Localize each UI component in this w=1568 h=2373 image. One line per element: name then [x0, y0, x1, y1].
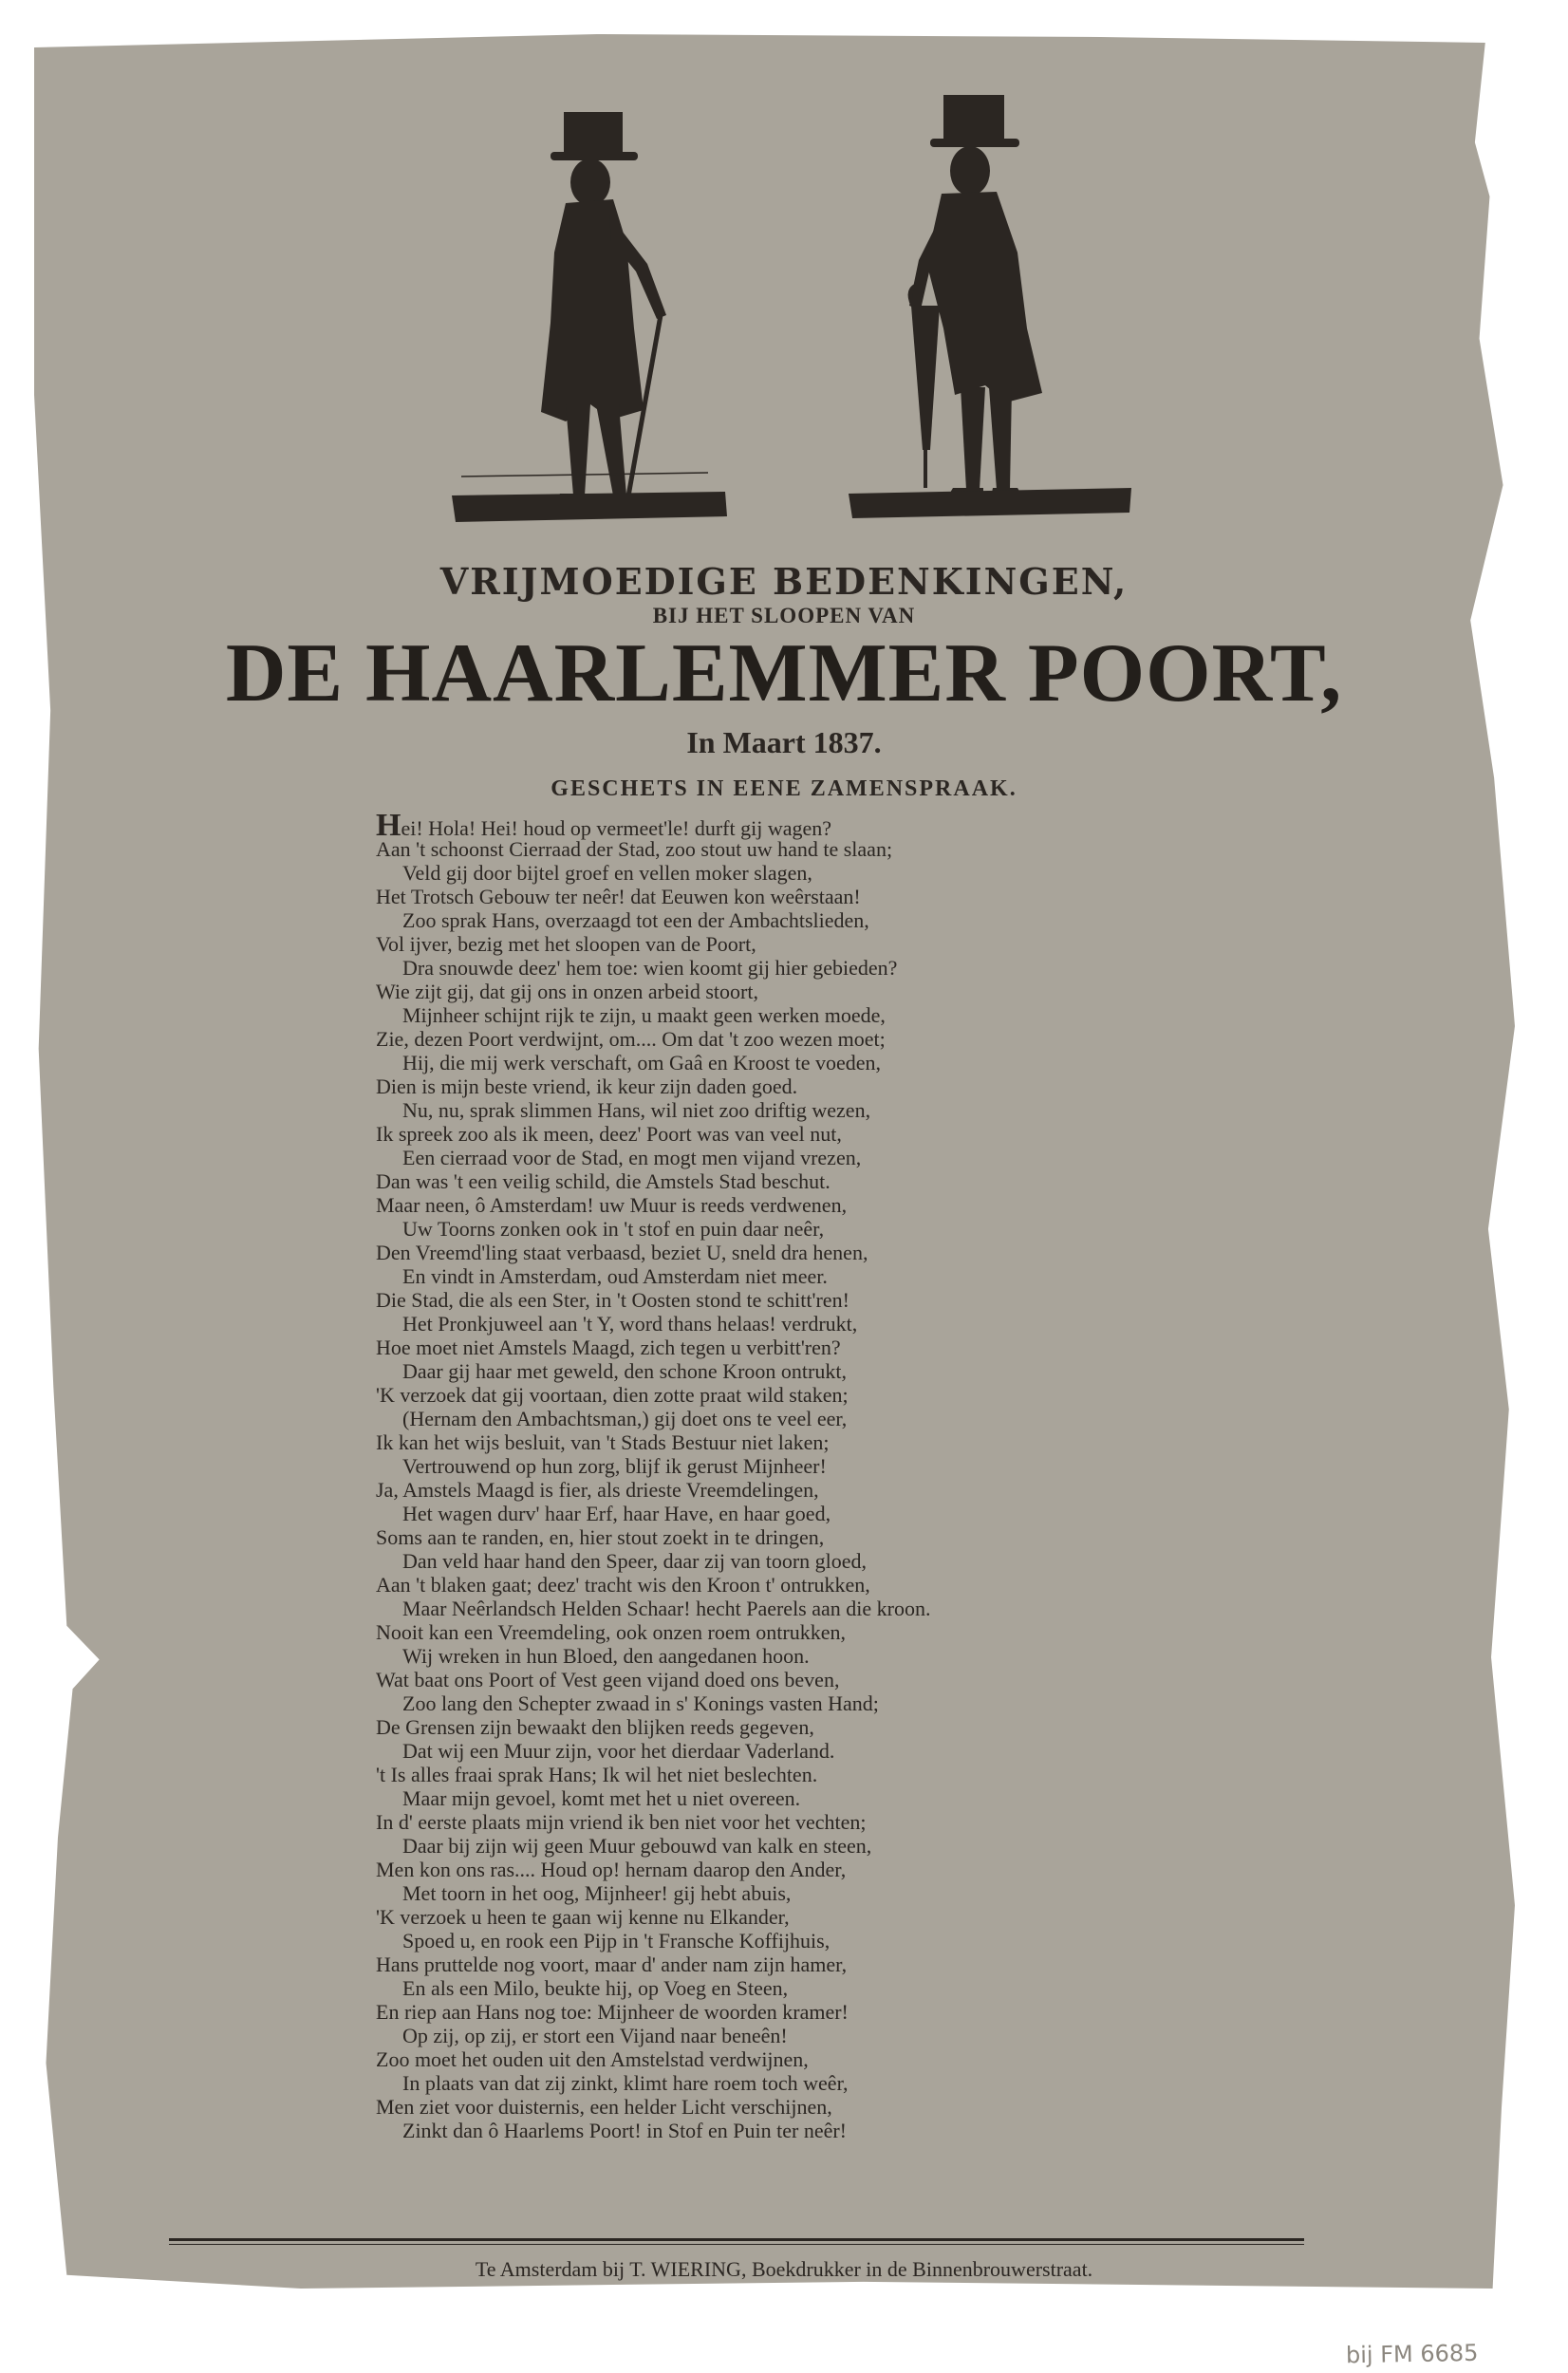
verse-line — [376, 808, 1211, 843]
verse-line-text: Zoo moet het ouden uit den Amstelstad verdwijnen, — [376, 2047, 809, 2071]
verse-line-text: Vol ijver, bezig met het sloopen van de Poort, — [376, 932, 756, 956]
verse-line — [376, 2071, 1211, 2095]
verse-line-text: Ik spreek zoo als ik meen, deez' Poort was van veel nut, — [376, 1122, 842, 1146]
verse-line-text: Met toorn in het oog, Mijnheer! gij hebt abuis, — [402, 1881, 792, 1905]
verse-line — [376, 1763, 1211, 1786]
verse-line-text: Maar neen, ô Amsterdam! uw Muur is reeds verdwenen, — [376, 1193, 848, 1217]
verse-line — [376, 1193, 1211, 1217]
page-title: DE HAARLEMMER POORT, — [225, 627, 1343, 719]
verse-line — [376, 1834, 1211, 1858]
verse-line — [376, 1288, 1211, 1312]
verse-line-text: ei! Hola! Hei! houd op vermeet'le! durft gij wagen? — [401, 816, 832, 840]
verse-line-text: (Hernam den Ambachtsman,) gij doet ons te veel eer, — [402, 1407, 848, 1430]
verse-line-text: Uw Toorns zonken ook in 't stof en puin daar neêr, — [402, 1217, 825, 1241]
verse-line — [376, 1502, 1211, 1525]
verse-line — [376, 1098, 1211, 1122]
verse-line — [376, 1976, 1211, 2000]
verse-line — [376, 885, 1211, 908]
verse-line — [376, 2119, 1211, 2142]
verse-line-text: Veld gij door bijtel groef en vellen moker slagen, — [402, 861, 812, 885]
verse-line-text: Het Pronkjuweel aan 't Y, word thans helaas! verdrukt, — [402, 1312, 858, 1336]
verse-line — [376, 837, 1211, 861]
archive-pencil-note: bij FM 6685 — [1345, 2339, 1479, 2369]
verse-line — [376, 1407, 1211, 1430]
verse-line — [376, 1383, 1211, 1407]
verse-line-text: 'K verzoek u heen te gaan wij kenne nu Elkander, — [376, 1905, 790, 1929]
verse-line-text: Daar gij haar met geweld, den schone Kroon ontrukt, — [402, 1359, 847, 1383]
heading-caption: GESCHETS IN EENE ZAMENSPRAAK. — [551, 776, 1017, 801]
rule-divider — [169, 2238, 1304, 2241]
verse-line — [376, 932, 1211, 956]
verse-line — [376, 1881, 1211, 1905]
woodcut-illustration — [423, 91, 1154, 547]
verse-line — [376, 2000, 1211, 2024]
verse-line — [376, 1905, 1211, 1929]
verse-line — [376, 1454, 1211, 1478]
verse-line-text: Hans pruttelde nog voort, maar d' ander nam zijn hamer, — [376, 1953, 848, 1976]
verse-line-text: Den Vreemd'ling staat verbaasd, beziet U, sneld dra henen, — [376, 1241, 868, 1264]
verse-line — [376, 956, 1211, 980]
verse-line-text: In d' eerste plaats mijn vriend ik ben niet voor het vechten; — [376, 1810, 867, 1834]
verse-line — [376, 980, 1211, 1003]
verse-line — [376, 1074, 1211, 1098]
verse-line — [376, 1241, 1211, 1264]
verse-line-text: Dien is mijn beste vriend, ik keur zijn daden goed. — [376, 1074, 798, 1098]
verse-line — [376, 1715, 1211, 1739]
verse-line-text: Dan was 't een veilig schild, die Amstels Stad beschut. — [376, 1169, 831, 1193]
verse-line-text: Ja, Amstels Maagd is fier, als drieste Vreemdelingen, — [376, 1478, 819, 1502]
verse-line-text: Dan veld haar hand den Speer, daar zij van toorn gloed, — [402, 1549, 868, 1573]
verse-line — [376, 1691, 1211, 1715]
verse-line-text: Een cierraad voor de Stad, en mogt men vijand vrezen, — [402, 1146, 862, 1169]
verse-line-text: Men kon ons ras.... Houd op! hernam daarop den Ander, — [376, 1858, 847, 1881]
verse-line-text: Zinkt dan ô Haarlems Poort! in Stof en Puin ter neêr! — [402, 2119, 848, 2142]
verse-line — [376, 1217, 1211, 1241]
verse-line — [376, 1953, 1211, 1976]
verse-line — [376, 2024, 1211, 2047]
verse-line — [376, 1929, 1211, 1953]
verse-line — [376, 2047, 1211, 2071]
verse-line-text: 'K verzoek dat gij voortaan, dien zotte praat wild staken; — [376, 1383, 849, 1407]
verse-line-text: Zie, dezen Poort verdwijnt, om.... Om dat 't zoo wezen moet; — [376, 1027, 886, 1051]
verse-line-text: 't Is alles fraai sprak Hans; Ik wil het niet beslechten. — [376, 1763, 818, 1786]
verse-line-text: Aan 't blaken gaat; deez' tracht wis den Kroon t' ontrukken, — [376, 1573, 870, 1597]
verse-line-text: Dat wij een Muur zijn, voor het dierdaar Vaderland. — [402, 1739, 835, 1763]
verse-line-text: Ik kan het wijs besluit, van 't Stads Bestuur niet laken; — [376, 1430, 830, 1454]
printer-imprint: Te Amsterdam bij T. WIERING, Boekdrukker in de Binnenbrouwerstraat. — [475, 2257, 1093, 2281]
verse-line-text: Mijnheer schijnt rijk te zijn, u maakt geen werken moede, — [402, 1003, 886, 1027]
verse-line — [376, 1786, 1211, 1810]
verse-line — [376, 1122, 1211, 1146]
verse-line-text: Het Trotsch Gebouw ter neêr! dat Eeuwen kon weêrstaan! — [376, 885, 861, 908]
verse-line — [376, 1739, 1211, 1763]
rule-divider-thin — [169, 2244, 1304, 2245]
verse-line — [376, 1620, 1211, 1644]
verse-line — [376, 1644, 1211, 1668]
verse-line — [376, 2095, 1211, 2119]
verse-line — [376, 1525, 1211, 1549]
verse-line — [376, 1359, 1211, 1383]
verse-line — [376, 1027, 1211, 1051]
verse-line — [376, 1336, 1211, 1359]
verse-line-text: Wij wreken in hun Bloed, den aangedanen hoon. — [402, 1644, 810, 1668]
verse-line — [376, 1858, 1211, 1881]
verse-line-text: Aan 't schoonst Cierraad der Stad, zoo stout uw hand te slaan; — [376, 837, 893, 861]
verse-line-text: Vertrouwend op hun zorg, blijf ik gerust Mijnheer! — [402, 1454, 827, 1478]
verse-line-text: Hoe moet niet Amstels Maagd, zich tegen u verbitt'ren? — [376, 1336, 841, 1359]
poem-verse — [376, 808, 1211, 2142]
verse-line — [376, 1430, 1211, 1454]
verse-line-text: Spoed u, en rook een Pijp in 't Fransche Koffijhuis, — [402, 1929, 831, 1953]
verse-line-text: Die Stad, die als een Ster, in 't Oosten stond te schitt'ren! — [376, 1288, 849, 1312]
verse-line-text: Wat baat ons Poort of Vest geen vijand doed ons beven, — [376, 1668, 840, 1691]
verse-line — [376, 1478, 1211, 1502]
verse-line — [376, 1146, 1211, 1169]
heading-subtitle: BIJ HET SLOOPEN VAN — [652, 604, 916, 627]
verse-line-text: Zoo lang den Schepter zwaad in s' Konings vasten Hand; — [402, 1691, 879, 1715]
verse-line-text: Daar bij zijn wij geen Muur gebouwd van kalk en steen, — [402, 1834, 872, 1858]
verse-line-text: Wie zijt gij, dat gij ons in onzen arbeid stoort, — [376, 980, 758, 1003]
verse-line-text: En als een Milo, beukte hij, op Voeg en Steen, — [402, 1976, 789, 2000]
verse-line-text: Dra snouwde deez' hem toe: wien koomt gij hier gebieden? — [402, 956, 898, 980]
verse-line — [376, 1312, 1211, 1336]
verse-line — [376, 1051, 1211, 1074]
verse-line-text: Soms aan te randen, en, hier stout zoekt in te dringen, — [376, 1525, 825, 1549]
verse-line-text: De Grensen zijn bewaakt den blijken reeds gegeven, — [376, 1715, 814, 1739]
verse-line — [376, 1573, 1211, 1597]
verse-line — [376, 1597, 1211, 1620]
verse-line-text: Nooit kan een Vreemdeling, ook onzen roem ontrukken, — [376, 1620, 846, 1644]
verse-line — [376, 1810, 1211, 1834]
verse-line-text: En vindt in Amsterdam, oud Amsterdam niet meer. — [402, 1264, 828, 1288]
gentleman-with-umbrella — [849, 95, 1131, 518]
verse-line — [376, 861, 1211, 885]
verse-line — [376, 1003, 1211, 1027]
verse-line-text: Men ziet voor duisternis, een helder Licht verschijnen, — [376, 2095, 832, 2119]
verse-line-text: En riep aan Hans nog toe: Mijnheer de woorden kramer! — [376, 2000, 849, 2024]
verse-line-text: Zoo sprak Hans, overzaagd tot een der Ambachtslieden, — [402, 908, 869, 932]
heading-date: In Maart 1837. — [686, 725, 882, 759]
verse-line-text: Maar mijn gevoel, komt met het u niet overeen. — [402, 1786, 801, 1810]
verse-line-text: Maar Neêrlandsch Helden Schaar! hecht Paerels aan die kroon. — [402, 1597, 931, 1620]
verse-line — [376, 908, 1211, 932]
verse-line-text: In plaats van dat zij zinkt, klimt hare roem toch weêr, — [402, 2071, 849, 2095]
verse-line-text: Op zij, op zij, er stort een Vijand naar beneên! — [402, 2024, 788, 2047]
verse-line — [376, 1169, 1211, 1193]
verse-line — [376, 1668, 1211, 1691]
heading-reflections: VRIJMOEDIGE BEDENKINGEN, — [439, 560, 1129, 603]
verse-line-text: Nu, nu, sprak slimmen Hans, wil niet zoo driftig wezen, — [402, 1098, 871, 1122]
verse-line-text: Het wagen durv' haar Erf, haar Have, en haar goed, — [402, 1502, 831, 1525]
verse-line-text: Hij, die mij werk verschaft, om Gaâ en Kroost te voeden, — [402, 1051, 882, 1074]
verse-line — [376, 1264, 1211, 1288]
drop-cap: H — [376, 808, 401, 843]
gentleman-with-cane — [452, 112, 727, 522]
verse-line — [376, 1549, 1211, 1573]
